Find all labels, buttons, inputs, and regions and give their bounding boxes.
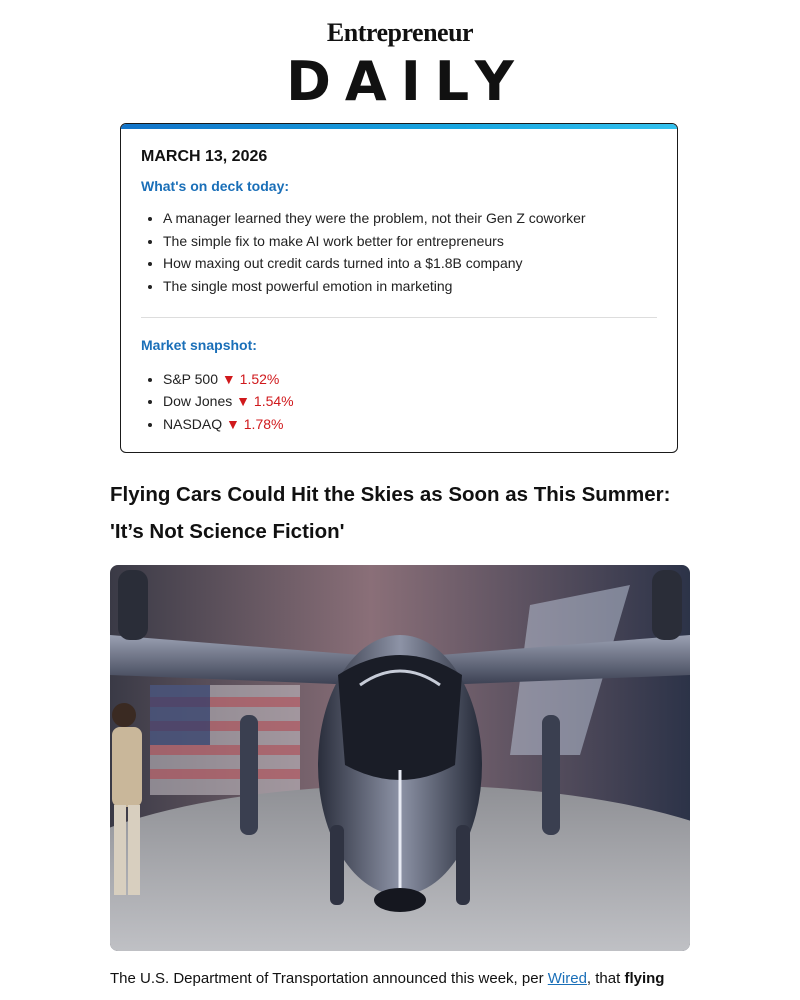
market-name: Dow Jones: [163, 393, 233, 410]
masthead: [0, 16, 800, 112]
market-item-sp500: [163, 368, 657, 391]
market-list: [141, 368, 657, 436]
deck-divider: [141, 317, 657, 318]
deck-item[interactable]: • How maxing out credit cards turned into a $1.8B company: [163, 252, 657, 275]
deck-list: [141, 207, 657, 298]
issue-date: MARCH 13, 2026: [141, 148, 268, 165]
deck-item[interactable]: • The single most powerful emotion in marketing: [163, 275, 657, 298]
article-body-bold: flying: [624, 970, 665, 987]
wired-link[interactable]: Wired: [547, 970, 587, 987]
deck-heading: What's on deck today:: [141, 178, 290, 194]
market-change: ▼ 1.54%: [236, 393, 294, 410]
newsletter-title: DAILY: [286, 50, 528, 113]
market-heading: Market snapshot:: [141, 336, 257, 353]
market-change: ▼ 1.78%: [226, 415, 284, 432]
article-body-text: , that: [586, 970, 625, 987]
market-name: NASDAQ: [163, 415, 223, 432]
article-body: [110, 968, 690, 990]
deck-item[interactable]: • A manager learned they were the problem, not their Gen Z coworker: [163, 207, 657, 230]
market-item-nasdaq: [163, 413, 657, 436]
deck-content: [121, 129, 677, 435]
market-name: S&P 500: [163, 370, 219, 387]
deck-card: [120, 123, 678, 453]
market-change: ▼ 1.52%: [221, 370, 280, 387]
brand-logo[interactable]: Entrepreneur: [326, 18, 474, 47]
market-item-dow: [163, 390, 657, 413]
article-title[interactable]: Flying Cars Could Hit the Skies as Soon as This Summer: 'It’s Not Science Fiction': [110, 483, 671, 543]
article-body-text: The U.S. Department of Transportation announced this week, per: [110, 970, 548, 987]
deck-item[interactable]: • The simple fix to make AI work better for entrepreneurs: [163, 230, 657, 253]
article-hero-image[interactable]: [110, 565, 690, 951]
flying-car-illustration: [110, 565, 690, 951]
